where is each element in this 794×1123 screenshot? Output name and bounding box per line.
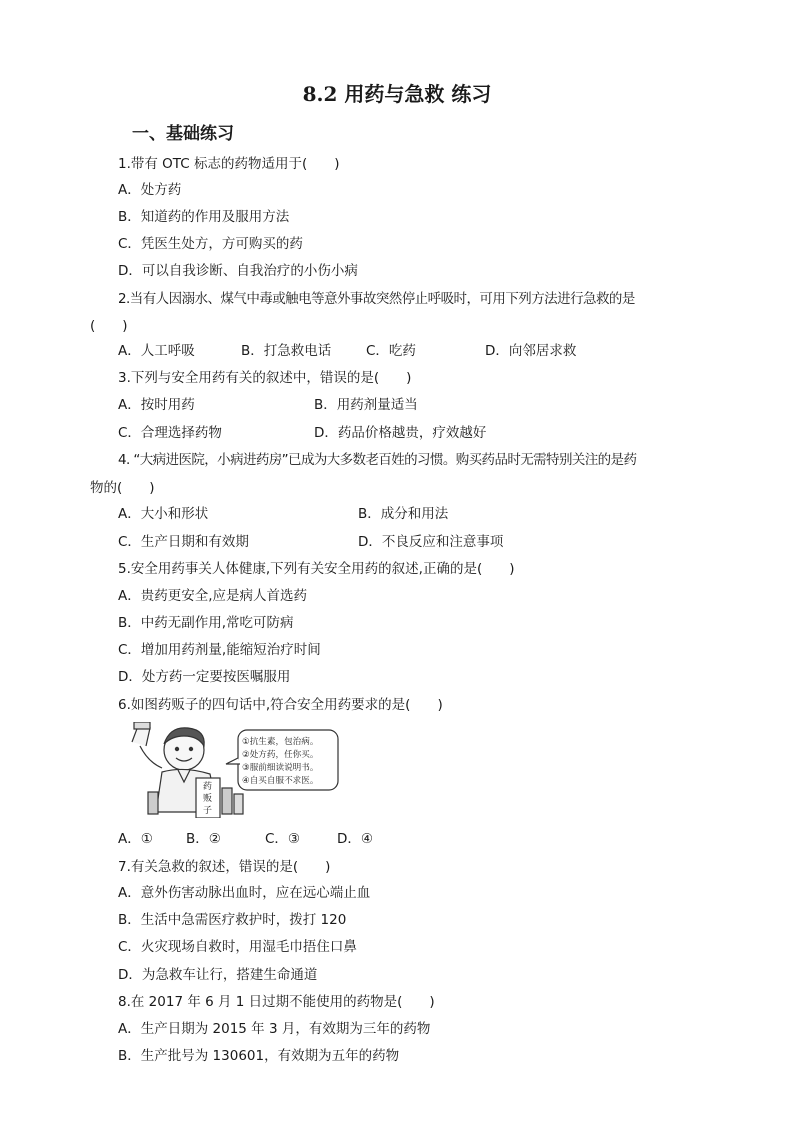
question-3-stem: 3.下列与安全用药有关的叙述中，错误的是( ) xyxy=(118,370,412,386)
question-2-stem-cont: ( ) xyxy=(90,318,128,334)
question-6-option-a: A．① xyxy=(118,831,153,847)
question-3-option-a: A．按时用药 xyxy=(118,397,195,413)
bubble-line-1: ①抗生素，包治病。 xyxy=(242,737,319,747)
question-8-option-a: A．生产日期为 2015 年 3 月，有效期为三年的药物 xyxy=(118,1021,431,1037)
question-7-stem: 7.有关急救的叙述，错误的是( ) xyxy=(118,859,331,875)
bubble-line-3: ③服前细读说明书。 xyxy=(242,763,319,773)
question-4-stem: 4. “大病进医院，小病进药房”已成为大多数老百姓的习惯。购买药品时无需特别关注的是药 xyxy=(118,452,637,468)
question-4-stem-cont: 物的( ) xyxy=(90,480,155,496)
question-1-option-d: D．可以自我诊断、自我治疗的小伤小病 xyxy=(118,263,358,279)
question-2-option-a: A．人工呼吸 xyxy=(118,343,195,359)
question-6-option-b: B．② xyxy=(186,831,221,847)
question-1-option-a: A．处方药 xyxy=(118,182,182,198)
question-3-option-d: D．药品价格越贵，疗效越好 xyxy=(314,425,487,441)
question-5-option-d: D．处方药一定要按医嘱服用 xyxy=(118,669,291,685)
question-6-option-d: D．④ xyxy=(337,831,373,847)
question-5-option-c: C．增加用药剂量,能缩短治疗时间 xyxy=(118,642,321,658)
question-7-option-c: C．火灾现场自救时，用湿毛巾捂住口鼻 xyxy=(118,939,357,955)
question-2-option-b: B．打急救电话 xyxy=(241,343,332,359)
question-4-option-b: B．成分和用法 xyxy=(358,506,449,522)
drug-peddler-drawing xyxy=(118,722,340,818)
question-2-option-c: C．吃药 xyxy=(366,343,416,359)
bubble-line-4: ④自买自服不求医。 xyxy=(242,776,319,786)
question-3-option-b: B．用药剂量适当 xyxy=(314,397,418,413)
question-8-option-b: B．生产批号为 130601，有效期为五年的药物 xyxy=(118,1048,400,1064)
question-6-stem: 6.如图药贩子的四句话中,符合安全用药要求的是( ) xyxy=(118,697,443,713)
question-5-option-b: B．中药无副作用,常吃可防病 xyxy=(118,615,294,631)
bubble-line-2: ②处方药，任你买。 xyxy=(242,750,319,760)
question-5-option-a: A．贵药更安全,应是病人首选药 xyxy=(118,588,308,604)
question-1-option-b: B．知道药的作用及服用方法 xyxy=(118,209,290,225)
question-7-option-b: B．生活中急需医疗救护时，拨打 120 xyxy=(118,912,347,928)
question-2-option-d: D．向邻居求救 xyxy=(485,343,577,359)
sign-char-1: 药 xyxy=(203,782,213,792)
question-4-option-d: D．不良反应和注意事项 xyxy=(358,534,504,550)
drug-peddler-illustration xyxy=(118,722,340,818)
question-7-option-a: A．意外伤害动脉出血时，应在远心端止血 xyxy=(118,885,371,901)
page-title: 8.2 用药与急救 练习 xyxy=(302,82,492,106)
question-8-stem: 8.在 2017 年 6 月 1 日过期不能使用的药物是( ) xyxy=(118,994,435,1010)
section-heading: 一、基础练习 xyxy=(132,124,234,144)
question-3-option-c: C．合理选择药物 xyxy=(118,425,222,441)
sign-char-2: 贩 xyxy=(203,794,213,804)
question-2-stem: 2.当有人因溺水、煤气中毒或触电等意外事故突然停止呼吸时，可用下列方法进行急救的是 xyxy=(118,291,635,307)
question-1-stem: 1.带有 OTC 标志的药物适用于( ) xyxy=(118,156,340,172)
question-1-option-c: C．凭医生处方，方可购买的药 xyxy=(118,236,303,252)
question-7-option-d: D．为急救车让行，搭建生命通道 xyxy=(118,967,318,983)
question-6-option-c: C．③ xyxy=(265,831,301,847)
question-4-option-a: A．大小和形状 xyxy=(118,506,209,522)
question-4-option-c: C．生产日期和有效期 xyxy=(118,534,249,550)
sign-char-3: 子 xyxy=(203,806,213,816)
question-5-stem: 5.安全用药事关人体健康,下列有关安全用药的叙述,正确的是( ) xyxy=(118,561,515,577)
